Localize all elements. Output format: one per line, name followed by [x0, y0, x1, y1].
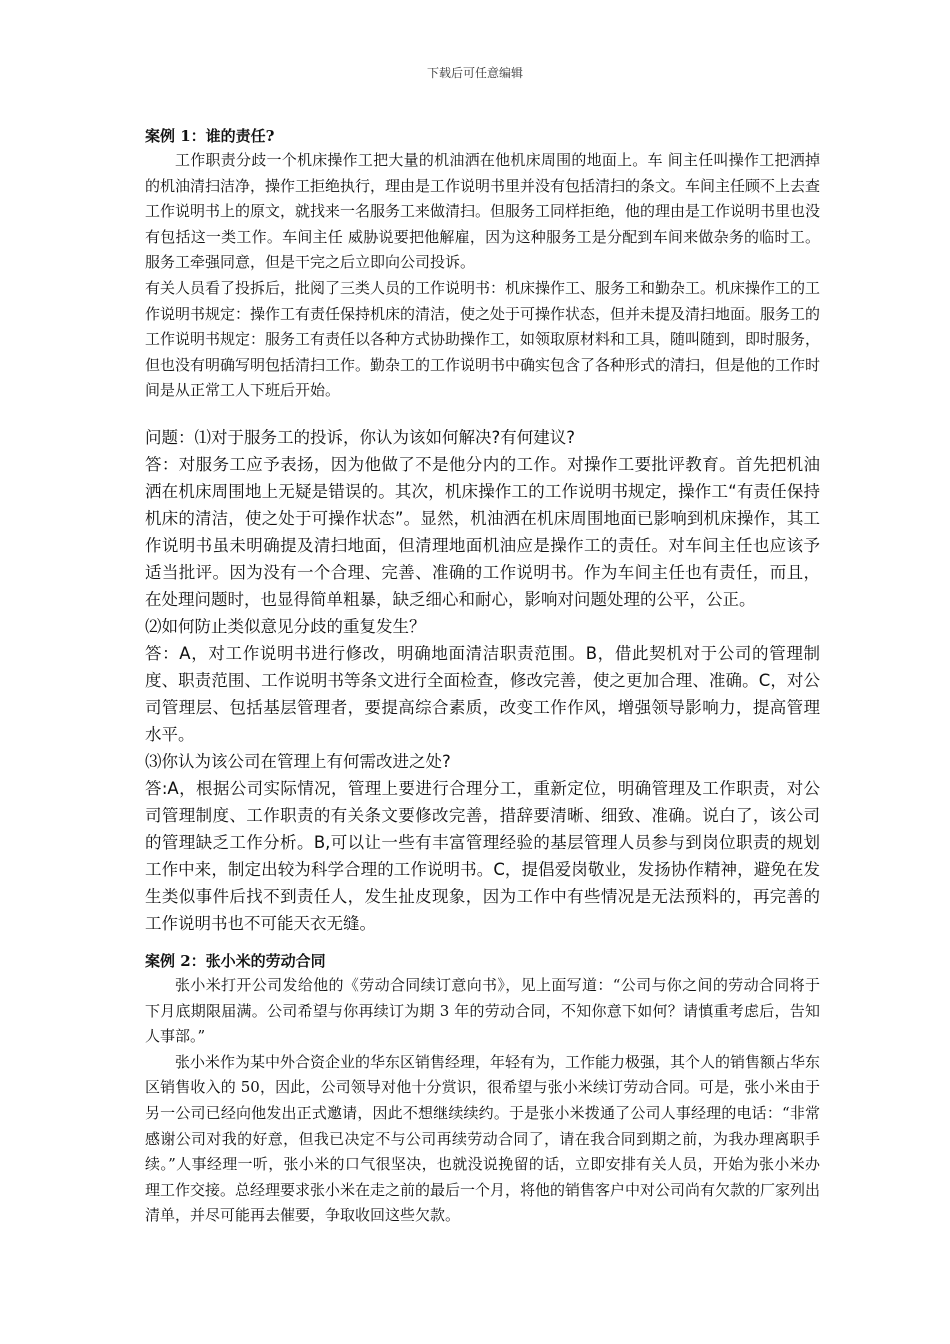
case1-title: 案例 1：谁的责任? — [145, 127, 275, 145]
case1-paragraph-1: 工作职责分歧一个机床操作工把大量的机油洒在他机床周围的地面上。车 间主任叫操作工把洒掉的机油清扫洁净，操作工拒绝执行，理由是工作说明书里并没有包括清扫的条文。车间主任顾不上去查工作说明书上的原文，就找来一名服务工来做清扫。但服务工同样拒绝，他的理由是工作说明书里也没有包括这一类工作。车间主任 威胁说要把他解雇，因为这种服务工是分配到车间来做杂务的临时工。服务工牵强同意，但是干完之后立即向公司投诉。 — [145, 151, 821, 272]
spacer — [145, 937, 820, 949]
case1-answer-2: 答：A，对工作说明书进行修改，明确地面清洁职责范围。B，借此契机对于公司的管理制度、职责范围、工作说明书等条文进行全面检查，修改完善，使之更加合理、准确。C，对公司管理层、包括基层管理者，要提高综合素质，改变工作作风，增强领导影响力，提高管理水平。 — [145, 643, 820, 744]
case1-question-1: 问题：⑴对于服务工的投诉，你认为该如何解决?有何建议? — [145, 427, 576, 447]
page-header: 下载后可任意编辑 — [426, 66, 523, 80]
case1-paragraph-2: 有关人员看了投拆后，批阅了三类人员的工作说明书：机床操作工、服务工和勤杂工。机床操作工的工作说明书规定：操作工有责任保持机床的清洁，使之处于可操作状态，但并未提及清扫地面。服务工的工作说明书规定：服务工有责任以各种方式协助操作工，如领取原材料和工具，随叫随到，即时服务，但也没有明确写明包括清扫工作。勤杂工的工作说明书中确实包含了各种形式的清扫，但是他的工作时间是从正常工人下班后开始。 — [145, 278, 821, 400]
case2-paragraph-2: 张小米作为某中外合资企业的华东区销售经理，年轻有为，工作能力极强，其个人的销售额占华东区销售收入的 50，因此，公司领导对他十分赏识，很希望与张小米续订劳动合同。可是，张小米由于另一公司已经向他发出正式邀请，因此不想继续续约。于是张小米拨通了公司人事经理的电话：“非常感谢公司对我的好意，但我已决定不与公司再续劳动合同了，请在我合同到期之前，为我办理离职手续。”人事经理一听，张小米的口气很坚决，也就没说挽留的话，立即安排有关人员，开始为张小米办理工作交接。总经理要求张小米在走之前的最后一个月，将他的销售客户中对公司尚有欠款的厂家列出清单，并尽可能再去催要，争取收回这些欠款。 — [145, 1052, 821, 1225]
spacer — [145, 404, 820, 424]
case2-paragraph-1: 张小米打开公司发给他的《劳动合同续订意向书》，见上面写道：“公司与你之间的劳动合同将于下月底期限届满。公司希望与你再续订为期 3 年的劳动合同，不知你意下如何？请慎重考虑后，告知人事部。” — [145, 975, 820, 1046]
case1-question-2: ⑵如何防止类似意见分歧的重复发生？ — [145, 616, 426, 636]
case1-answer-1: 答：对服务工应予表扬，因为他做了不是他分内的工作。对操作工要批评教育。首先把机油洒在机床周围地上无疑是错误的。其次，机床操作工的工作说明书规定，操作工“有责任保持机床的清洁，使之处于可操作状态”。显然，机油洒在机床周围地面已影响到机床操作，其工作说明书虽未明确提及清扫地面，但清理地面机油应是操作工的责任。对车间主任也应该予适当批评。因为没有一个合理、完善、准确的工作说明书。作为车间主任也有责任，而且，在处理问题时，也显得简单粗暴，缺乏细心和耐心，影响对问题处理的公平，公正。 — [145, 454, 820, 609]
case1-question-3: ⑶你认为该公司在管理上有何需改进之处? — [145, 751, 451, 771]
document-body — [145, 124, 820, 1229]
case1-answer-3: 答:A，根据公司实际情况，管理上要进行合理分工，重新定位，明确管理及工作职责，对公司管理制度、工作职责的有关条文要修改完善，措辞要清晰、细致、准确。说白了，该公司的管理缺乏工作分析。B,可以让一些有丰富管理经验的基层管理人员参与到岗位职责的规划工作中来，制定出较为科学合理的工作说明书。C，提倡爱岗敬业，发扬协作精神，避免在发生类似事件后找不到责任人，发生扯皮现象，因为工作中有些情况是无法预料的，再完善的工作说明书也不可能天衣无缝。 — [145, 778, 820, 933]
case2-title: 案例 2：张小米的劳动合同 — [145, 951, 326, 970]
